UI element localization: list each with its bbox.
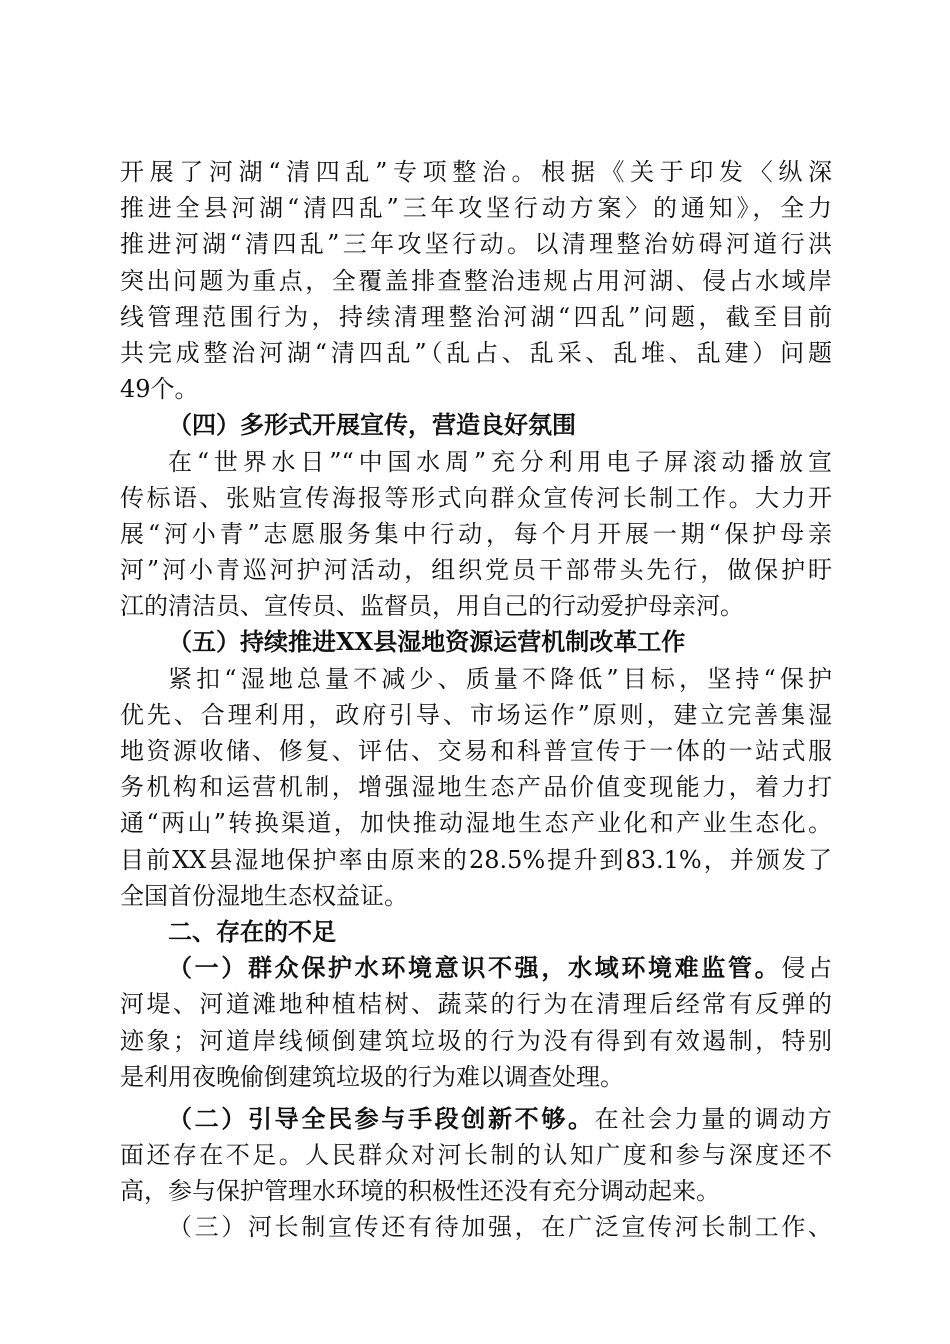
paragraph-line: 地资源收储、修复、评估、交易和科普宣传于一体的一站式服	[120, 737, 832, 765]
paragraph-line: 线管理范围行为，持续清理整治河湖“四乱”问题，截至目前	[120, 302, 832, 331]
paragraph-line: 面还存在不足。人民群众对河长制的认知广度和参与深度还不	[120, 1141, 832, 1170]
paragraph-line: 传标语、张贴宣传海报等形式向群众宣传河长制工作。大力开	[120, 483, 832, 512]
paragraph-line: 全国首份湿地生态权益证。	[120, 881, 408, 910]
paragraph-line: 务机构和运营机制，增强湿地生态产品价值变现能力，着力打	[120, 773, 832, 802]
paragraph-line: 突出问题为重点，全覆盖排查整治违规占用河湖、侵占水域岸	[120, 266, 832, 295]
paragraph-line: 高，参与保护管理水环境的积极性还没有充分调动起来。	[120, 1177, 720, 1206]
paragraph-line: 江的清洁员、宣传员、监督员，用自己的行动爱护母亲河。	[120, 592, 744, 621]
document-page	[120, 154, 832, 1246]
paragraph-line: （三）河长制宣传还有待加强，在广泛宣传河长制工作、	[168, 1213, 832, 1242]
paragraph-line	[120, 950, 832, 986]
paragraph-line: 迹象；河道岸线倾倒建筑垃圾的行为没有得到有效遏制，特别	[120, 1026, 832, 1055]
paragraph-line: 是利用夜晚偷倒建筑垃圾的行为难以调查处理。	[120, 1062, 624, 1091]
inline-heading: （二）引导全民参与手段创新不够。	[168, 1103, 595, 1133]
paragraph-line: 河”河小青巡河护河活动，组织党员干部带头先行，做保护盱	[120, 556, 832, 585]
paragraph-text: 侵占	[781, 954, 833, 983]
section-heading: （五）持续推进XX县湿地资源运营机制改革工作	[168, 627, 686, 657]
paragraph-line: 共完成整治河湖“清四乱”（乱占、乱采、乱堆、乱建）问题	[120, 338, 832, 367]
paragraph-line: 展“河小青”志愿服务集中行动，每个月开展一期“保护母亲	[120, 519, 832, 548]
paragraph-line: 49个。	[120, 375, 199, 404]
inline-heading: （一）群众保护水环境意识不强，水域环境难监管。	[168, 953, 782, 983]
paragraph-line: 河堤、河道滩地种植桔树、蔬菜的行为在清理后经常有反弹的	[120, 990, 832, 1019]
paragraph-line: 在“世界水日”“中国水周”充分利用电子屏滚动播放宣	[168, 447, 832, 476]
paragraph-line: 优先、合理利用，政府引导、市场运作”原则，建立完善集湿	[120, 700, 832, 729]
paragraph-line	[120, 1101, 832, 1137]
paragraph-line: 开展了河湖“清四乱”专项整治。根据《关于印发〈纵深	[120, 158, 832, 186]
paragraph-line: 通“两山”转换渠道，加快推动湿地生态产业化和产业生态化。	[120, 809, 832, 838]
paragraph-line: 紧扣“湿地总量不减少、质量不降低”目标，坚持“保护	[168, 664, 832, 693]
paragraph-line: 推进河湖“清四乱”三年攻坚行动。以清理整治妨碍河道行洪	[120, 230, 832, 259]
paragraph-line: 推进全县河湖“清四乱”三年攻坚行动方案〉的通知》，全力	[120, 194, 832, 223]
section-heading: （四）多形式开展宣传，营造良好氛围	[168, 410, 576, 440]
chapter-heading: 二、存在的不足	[168, 917, 336, 946]
paragraph-line: 目前XX县湿地保护率由原来的28.5%提升到83.1%，并颁发了	[120, 845, 832, 874]
paragraph-text: 在社会力量的调动方	[594, 1104, 833, 1133]
